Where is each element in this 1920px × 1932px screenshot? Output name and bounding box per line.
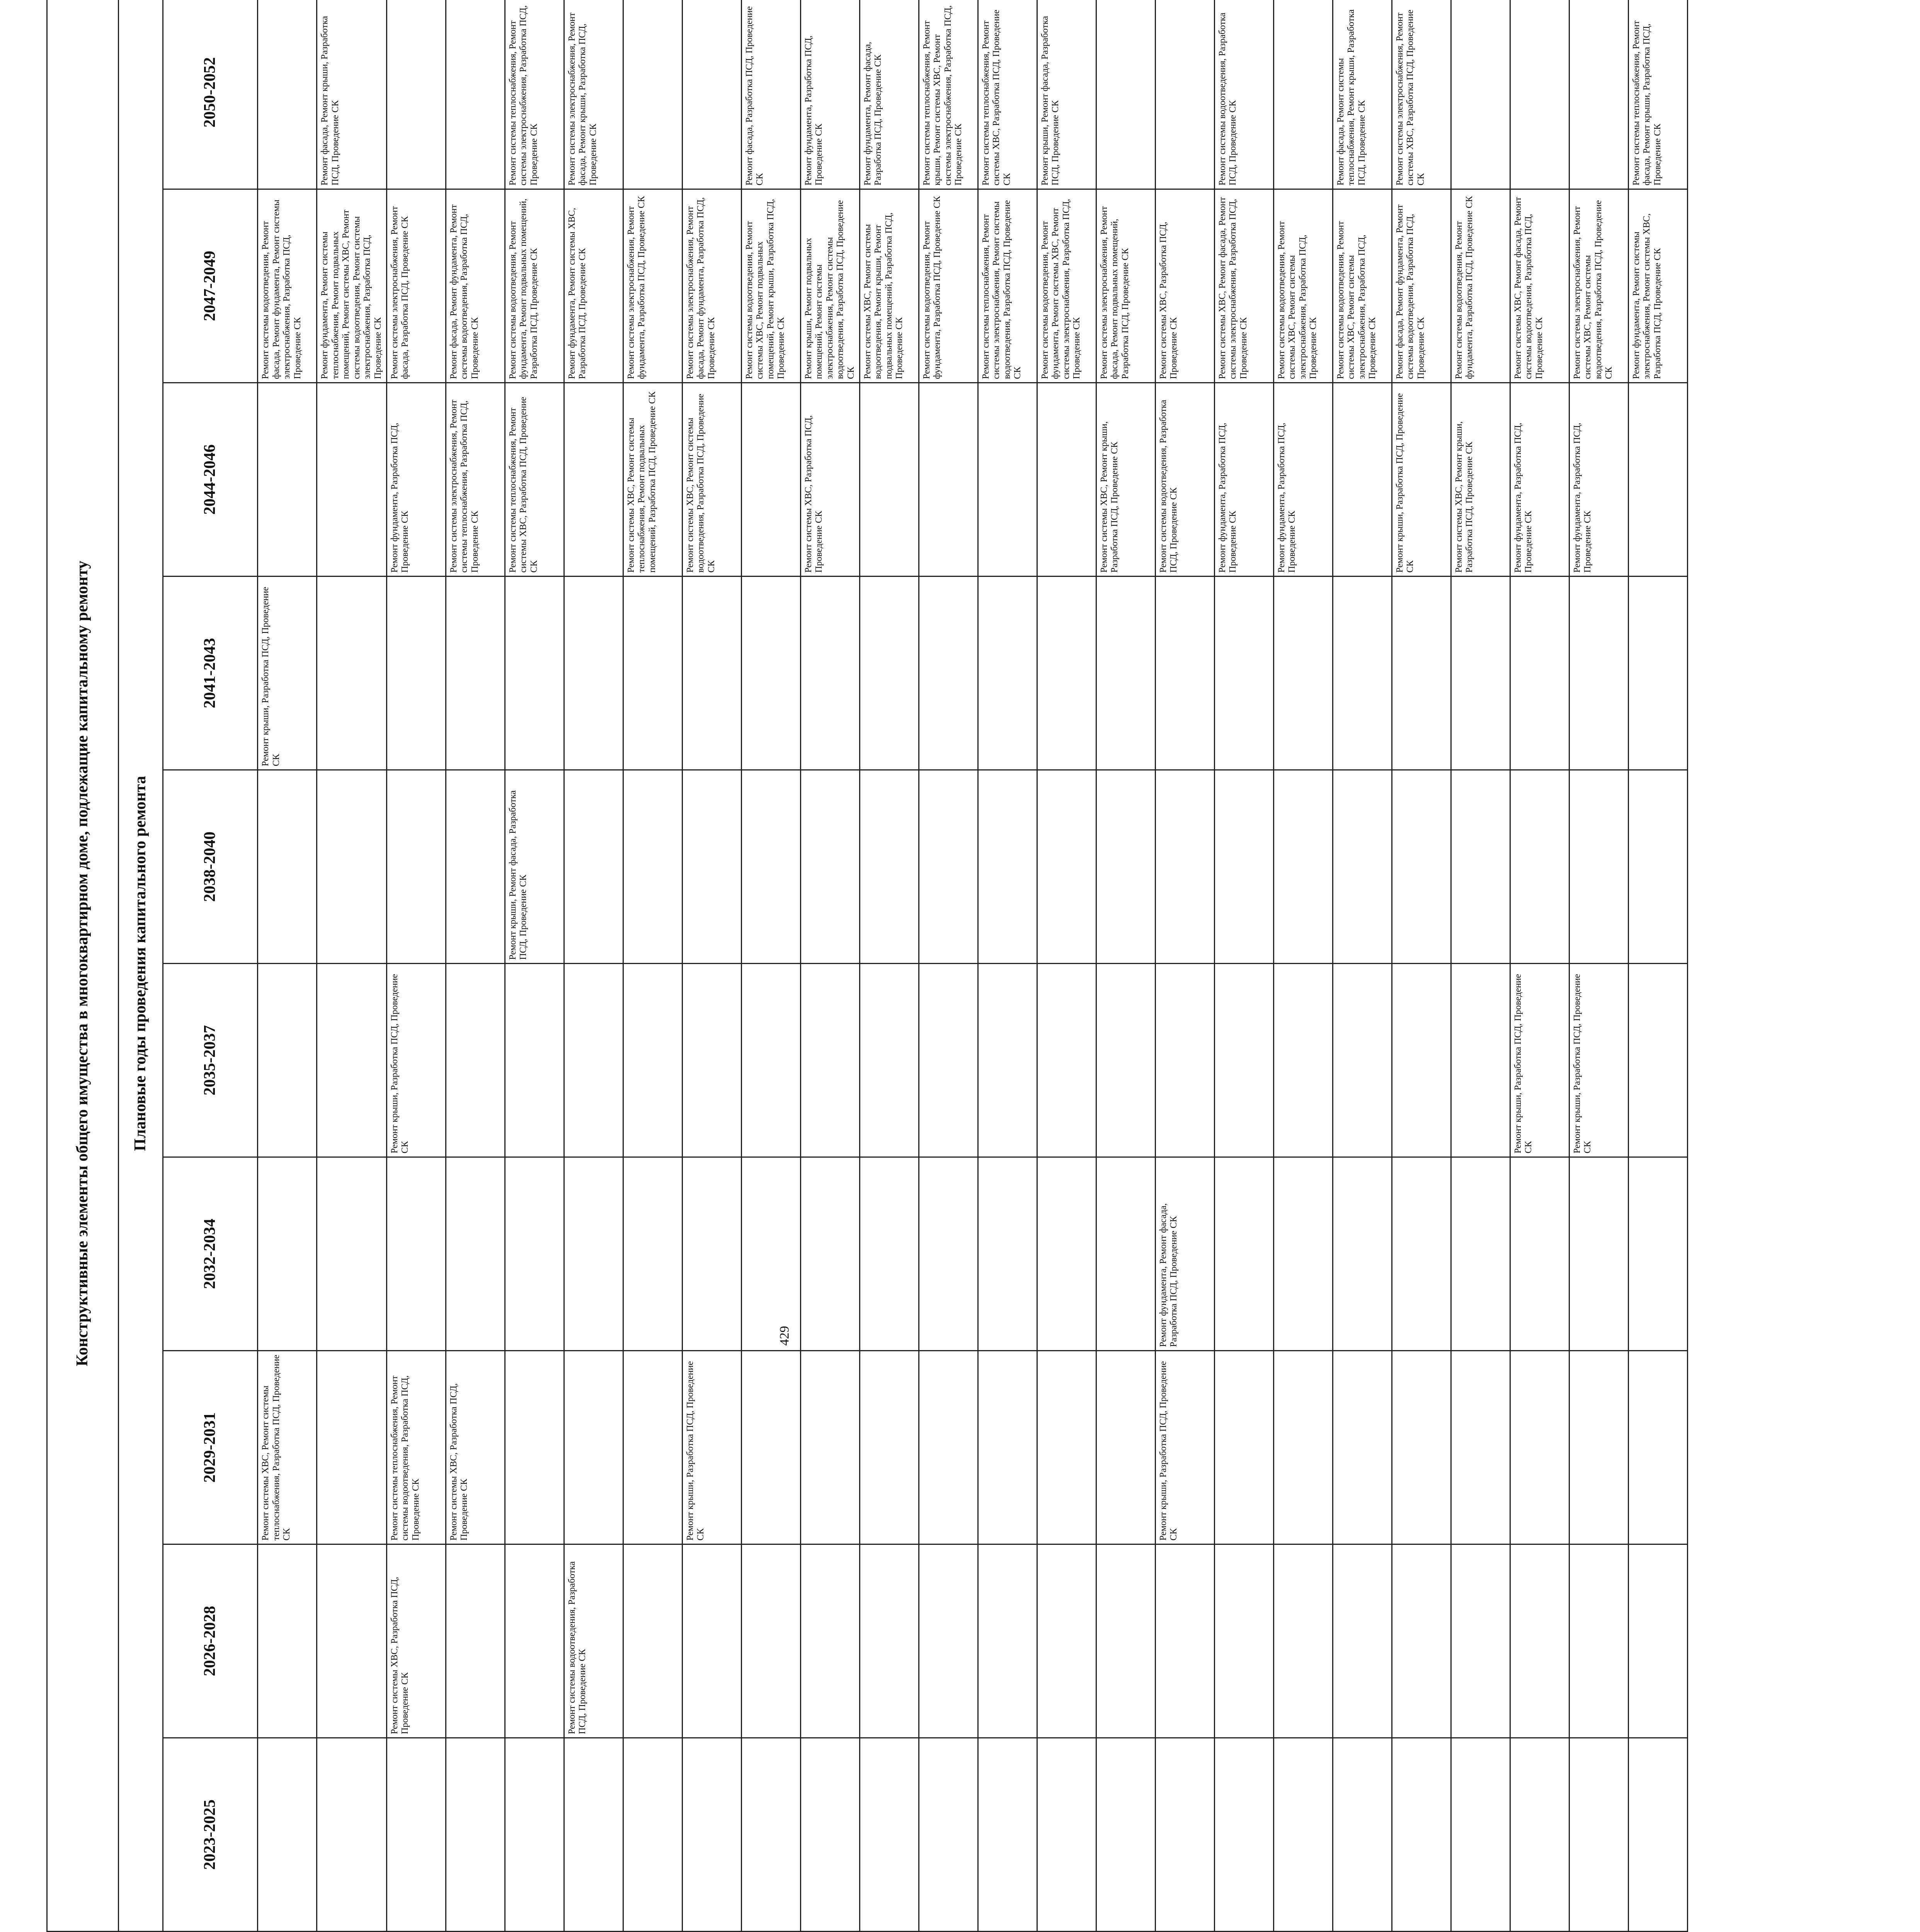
cell-period-works <box>1096 1738 1155 1932</box>
cell-period-works <box>682 964 741 1157</box>
cell-period-works: Ремонт системы водоотведения, Разработка ПСД, Проведение СК <box>564 1544 623 1738</box>
cell-period-works <box>1155 964 1214 1157</box>
cell-period-works <box>564 1157 623 1351</box>
cell-period-works: Ремонт системы электроснабжения, Ремонт фасада, Разработка ПСД, Проведение СК <box>386 189 446 383</box>
cell-period-works <box>1628 770 1687 964</box>
cell-period-works <box>446 0 505 189</box>
cell-period-works <box>623 577 682 770</box>
cell-period-works <box>446 1738 505 1932</box>
header-period: 2032-2034 <box>163 1157 258 1351</box>
cell-period-works <box>919 1157 978 1351</box>
cell-period-works <box>623 1738 682 1932</box>
cell-period-works <box>623 770 682 964</box>
cell-period-works <box>1333 1544 1392 1738</box>
cell-period-works <box>741 383 800 577</box>
cell-period-works <box>1451 770 1510 964</box>
cell-period-works <box>258 964 317 1157</box>
cell-period-works <box>1155 0 1214 189</box>
cell-period-works <box>800 1544 860 1738</box>
cell-period-works <box>1096 1157 1155 1351</box>
cell-period-works <box>1510 1738 1569 1932</box>
cell-period-works: Ремонт системы водоотведения, Ремонт системы ХВС, Ремонт подвальных помещений, Ремонт крыши, Разработка ПСД, Проведение СК <box>741 189 800 383</box>
cell-period-works: Ремонт фасада, Разработка ПСД, Проведение СК <box>741 0 800 189</box>
cell-period-works <box>741 1351 800 1544</box>
cell-period-works: Ремонт системы ХВС, Ремонт системы теплоснабжения, Ремонт подвальных помещений, Разработка ПСД, Проведение СК <box>623 383 682 577</box>
cell-period-works <box>1333 770 1392 964</box>
cell-period-works: Ремонт крыши, Разработка ПСД, Проведение СК <box>1569 964 1628 1157</box>
cell-period-works <box>741 770 800 964</box>
rotated-page <box>46 5 1863 1932</box>
cell-period-works <box>505 964 564 1157</box>
cell-period-works: Ремонт системы водоотведения, Ремонт фундамента, Разработка ПСД, Проведение СК <box>919 189 978 383</box>
table-row <box>1037 0 1096 1932</box>
cell-period-works <box>1333 1351 1392 1544</box>
cell-period-works <box>1451 1157 1510 1351</box>
cell-period-works <box>860 1738 919 1932</box>
cell-period-works <box>1333 964 1392 1157</box>
cell-period-works <box>682 1544 741 1738</box>
cell-period-works: Ремонт крыши, Разработка ПСД, Проведение СК <box>258 577 317 770</box>
cell-period-works: Ремонт системы электроснабжения, Ремонт системы ХВС, Разработка ПСД, Проведение СК <box>1392 0 1451 189</box>
cell-period-works <box>623 1351 682 1544</box>
table-row <box>682 0 741 1932</box>
cell-period-works: Ремонт системы теплоснабжения, Ремонт системы ХВС, Разработка ПСД, Проведение СК <box>505 383 564 577</box>
cell-period-works <box>1451 0 1510 189</box>
cell-period-works: Ремонт системы ХВС, Ремонт системы водоотведения, Ремонт крыши, Ремонт подвальных помещений, Разработка ПСД, Проведение СК <box>860 189 919 383</box>
cell-period-works <box>1333 1738 1392 1932</box>
cell-period-works <box>800 964 860 1157</box>
table-row <box>1510 0 1569 1932</box>
cell-period-works <box>505 1351 564 1544</box>
cell-period-works: Ремонт фасада, Ремонт крыши, Разработка ПСД, Проведение СК <box>317 0 387 189</box>
cell-period-works: Ремонт системы ХВС, Ремонт фасада, Ремонт системы электроснабжения, Разработка ПСД, Проведение СК <box>1214 189 1273 383</box>
header-period: 2044-2046 <box>163 383 258 577</box>
cell-period-works: Ремонт системы водоотведения, Ремонт фундамента, Ремонт системы ХВС, Ремонт системы электроснабжения, Разработка ПСД, Проведение СК <box>1037 189 1096 383</box>
cell-period-works <box>1333 383 1392 577</box>
cell-period-works <box>623 1544 682 1738</box>
cell-period-works <box>258 1544 317 1738</box>
cell-period-works <box>741 1544 800 1738</box>
cell-period-works <box>623 0 682 189</box>
page-number: 429 <box>777 1326 791 1346</box>
cell-period-works <box>1214 964 1273 1157</box>
cell-period-works <box>1037 770 1096 964</box>
cell-period-works <box>564 577 623 770</box>
cell-period-works: Ремонт системы ХВС, Разработка ПСД, Проведение СК <box>386 1544 446 1738</box>
cell-period-works <box>1096 0 1155 189</box>
header-period: 2047-2049 <box>163 189 258 383</box>
cell-period-works: Ремонт системы водоотведения, Ремонт фундамента, Ремонт подвальных помещений, Разработка ПСД, Проведение СК <box>505 189 564 383</box>
cell-period-works <box>1214 770 1273 964</box>
cell-period-works <box>446 770 505 964</box>
cell-period-works <box>564 1738 623 1932</box>
cell-period-works: Ремонт системы теплоснабжения, Ремонт фасада, Ремонт крыши, Разработка ПСД, Проведение СК <box>1628 0 1687 189</box>
table-row <box>1628 0 1687 1932</box>
cell-period-works <box>741 1738 800 1932</box>
cell-period-works <box>1510 1351 1569 1544</box>
cell-period-works <box>1392 964 1451 1157</box>
cell-period-works <box>446 1157 505 1351</box>
cell-period-works <box>978 1157 1037 1351</box>
cell-period-works <box>1628 1351 1687 1544</box>
cell-period-works <box>623 1157 682 1351</box>
cell-period-works <box>1569 1738 1628 1932</box>
cell-period-works: Ремонт системы электроснабжения, Ремонт фасада, Ремонт подвальных помещений, Разработка ПСД, Проведение СК <box>1096 189 1155 383</box>
cell-period-works <box>1155 770 1214 964</box>
cell-period-works: Ремонт крыши, Ремонт фасада, Разработка ПСД, Проведение СК <box>1037 0 1096 189</box>
cell-period-works <box>860 577 919 770</box>
cell-period-works: Ремонт системы водоотведения, Ремонт фасада, Ремонт фундамента, Ремонт системы электроснабжения, Разработка ПСД, Проведение СК <box>258 189 317 383</box>
cell-period-works <box>978 1738 1037 1932</box>
cell-period-works <box>1273 964 1333 1157</box>
table-row <box>1451 0 1510 1932</box>
cell-period-works <box>1628 964 1687 1157</box>
cell-period-works <box>505 577 564 770</box>
cell-period-works <box>317 577 387 770</box>
header-planned-title: Плановые годы проведения капитального ремонта <box>119 0 163 1932</box>
cell-period-works <box>1569 1544 1628 1738</box>
cell-period-works <box>446 577 505 770</box>
table-row <box>860 0 919 1932</box>
cell-period-works <box>800 1157 860 1351</box>
cell-period-works <box>1096 770 1155 964</box>
cell-period-works: Ремонт системы электроснабжения, Ремонт системы теплоснабжения, Разработка ПСД, Проведение СК <box>446 383 505 577</box>
cell-period-works <box>258 0 317 189</box>
cell-period-works <box>1273 1157 1333 1351</box>
cell-period-works <box>1510 0 1569 189</box>
header-period: 2026-2028 <box>163 1544 258 1738</box>
cell-period-works <box>800 1738 860 1932</box>
cell-period-works <box>1333 1157 1392 1351</box>
cell-period-works: Ремонт фундамента, Ремонт фасада, Разработка ПСД, Проведение СК <box>860 0 919 189</box>
cell-period-works: Ремонт системы водоотведения, Разработка ПСД, Проведение СК <box>1214 0 1273 189</box>
cell-period-works <box>860 1544 919 1738</box>
cell-period-works <box>386 1738 446 1932</box>
cell-period-works: Ремонт системы ХВС, Разработка ПСД, Проведение СК <box>800 383 860 577</box>
table-row <box>258 0 317 1932</box>
cell-period-works <box>258 770 317 964</box>
table-row <box>1273 0 1333 1932</box>
cell-period-works <box>860 1157 919 1351</box>
cell-period-works <box>1155 1738 1214 1932</box>
cell-period-works <box>919 1351 978 1544</box>
cell-period-works <box>860 383 919 577</box>
cell-period-works <box>505 1157 564 1351</box>
cell-period-works: Ремонт системы ХВС, Разработка ПСД, Проведение СК <box>446 1351 505 1544</box>
cell-period-works: Ремонт системы ХВС, Ремонт крыши, Разработка ПСД, Проведение СК <box>1451 383 1510 577</box>
cell-period-works <box>919 1738 978 1932</box>
cell-period-works <box>1037 577 1096 770</box>
header-period: 2041-2043 <box>163 577 258 770</box>
cell-period-works <box>1628 1544 1687 1738</box>
cell-period-works: Ремонт системы водоотведения, Ремонт системы ХВС, Ремонт системы электроснабжения, Разработка ПСД, Проведение СК <box>1333 189 1392 383</box>
cell-period-works: Ремонт фундамента, Разработка ПСД, Проведение СК <box>1510 383 1569 577</box>
cell-period-works <box>317 964 387 1157</box>
cell-period-works: Ремонт фундамента, Разработка ПСД, Проведение СК <box>800 0 860 189</box>
table-row <box>317 0 387 1932</box>
cell-period-works <box>919 770 978 964</box>
table-row <box>1392 0 1451 1932</box>
cell-period-works <box>682 0 741 189</box>
header-period: 2050-2052 <box>163 0 258 189</box>
cell-period-works <box>1451 1738 1510 1932</box>
cell-period-works <box>1392 1738 1451 1932</box>
cell-period-works: Ремонт крыши, Разработка ПСД, Проведение СК <box>386 964 446 1157</box>
cell-period-works <box>1392 770 1451 964</box>
cell-period-works <box>258 383 317 577</box>
cell-period-works <box>1273 1738 1333 1932</box>
cell-period-works: Ремонт системы теплоснабжения, Ремонт системы ХВС, Разработка ПСД, Проведение СК <box>978 0 1037 189</box>
header-period: 2035-2037 <box>163 964 258 1157</box>
cell-period-works <box>623 964 682 1157</box>
cell-period-works <box>564 1351 623 1544</box>
cell-period-works <box>386 770 446 964</box>
cell-period-works <box>1037 383 1096 577</box>
cell-period-works <box>860 1351 919 1544</box>
cell-period-works <box>800 1351 860 1544</box>
cell-period-works <box>1155 577 1214 770</box>
cell-period-works <box>800 577 860 770</box>
cell-period-works <box>1451 964 1510 1157</box>
cell-period-works <box>741 577 800 770</box>
cell-period-works <box>1096 964 1155 1157</box>
cell-period-works: Ремонт системы электроснабжения, Ремонт фундамента, Разработка ПСД, Проведение СК <box>623 189 682 383</box>
table-row <box>564 0 623 1932</box>
cell-period-works <box>1569 577 1628 770</box>
table-row <box>386 0 446 1932</box>
cell-period-works <box>1392 1157 1451 1351</box>
cell-period-works <box>386 1157 446 1351</box>
cell-period-works <box>1214 1351 1273 1544</box>
cell-period-works <box>1569 770 1628 964</box>
cell-period-works: Ремонт системы ХВС, Ремонт системы теплоснабжения, Разработка ПСД, Проведение СК <box>258 1351 317 1544</box>
cell-period-works: Ремонт фундамента, Ремонт системы электроснабжения, Ремонт системы ХВС, Разработка ПСД, Проведение СК <box>1628 189 1687 383</box>
cell-period-works <box>446 964 505 1157</box>
cell-period-works: Ремонт системы ХВС, Ремонт крыши, Разработка ПСД, Проведение СК <box>1096 383 1155 577</box>
cell-period-works <box>1037 964 1096 1157</box>
cell-period-works <box>978 383 1037 577</box>
cell-period-works <box>564 770 623 964</box>
cell-period-works <box>505 1738 564 1932</box>
cell-period-works <box>741 1157 800 1351</box>
cell-period-works <box>682 577 741 770</box>
cell-period-works: Ремонт системы теплоснабжения, Ремонт системы электроснабжения, Ремонт системы водоотведения, Разработка ПСД, Проведение СК <box>978 189 1037 383</box>
cell-period-works <box>505 1544 564 1738</box>
cell-period-works <box>978 1351 1037 1544</box>
cell-period-works <box>682 770 741 964</box>
table-row <box>1333 0 1392 1932</box>
table-row <box>1096 0 1155 1932</box>
cell-period-works <box>682 1157 741 1351</box>
cell-period-works <box>1214 1544 1273 1738</box>
table-row <box>800 0 860 1932</box>
cell-period-works: Ремонт системы теплоснабжения, Ремонт крыши, Ремонт системы ХВС, Ремонт системы электроснабжения, Разработка ПСД, Проведение СК <box>919 0 978 189</box>
header-elements-title: Конструктивные элементы общего имущества в многоквартирном доме, подлежащие капитальному ремонту <box>47 0 119 1932</box>
cell-period-works <box>1273 1544 1333 1738</box>
cell-period-works <box>860 770 919 964</box>
table-row <box>623 0 682 1932</box>
cell-period-works <box>1510 1157 1569 1351</box>
cell-period-works: Ремонт крыши, Разработка ПСД, Проведение СК <box>682 1351 741 1544</box>
cell-period-works <box>317 770 387 964</box>
cell-period-works: Ремонт фундамента, Разработка ПСД, Проведение СК <box>386 383 446 577</box>
cell-period-works <box>1569 0 1628 189</box>
cell-period-works <box>1510 577 1569 770</box>
cell-period-works <box>1037 1738 1096 1932</box>
cell-period-works <box>1628 383 1687 577</box>
cell-period-works: Ремонт системы водоотведения, Ремонт фундамента, Разработка ПСД, Проведение СК <box>1451 189 1510 383</box>
cell-period-works: Ремонт фундамента, Ремонт системы ХВС, Разработка ПСД, Проведение СК <box>564 189 623 383</box>
cell-period-works <box>1273 770 1333 964</box>
cell-period-works <box>1628 577 1687 770</box>
cell-period-works <box>1214 577 1273 770</box>
cell-period-works <box>978 1544 1037 1738</box>
cell-period-works <box>446 1544 505 1738</box>
table-row <box>1155 0 1214 1932</box>
cell-period-works: Ремонт системы теплоснабжения, Ремонт системы водоотведения, Разработка ПСД, Проведение СК <box>386 1351 446 1544</box>
cell-period-works: Ремонт крыши, Разработка ПСД, Проведение СК <box>1510 964 1569 1157</box>
cell-period-works <box>1037 1157 1096 1351</box>
cell-period-works <box>1273 1351 1333 1544</box>
cell-period-works: Ремонт фундамента, Разработка ПСД, Проведение СК <box>1569 383 1628 577</box>
cell-period-works <box>386 577 446 770</box>
cell-period-works <box>1096 1544 1155 1738</box>
cell-period-works <box>919 1544 978 1738</box>
cell-period-works <box>1037 1351 1096 1544</box>
cell-period-works: Ремонт системы водоотведения, Разработка ПСД, Проведение СК <box>1155 383 1214 577</box>
header-period: 2038-2040 <box>163 770 258 964</box>
cell-period-works: Ремонт крыши, Разработка ПСД, Проведение СК <box>1155 1351 1214 1544</box>
cell-period-works <box>317 1157 387 1351</box>
cell-period-works <box>1333 577 1392 770</box>
cell-period-works: Ремонт системы водоотведения, Ремонт системы ХВС, Ремонт системы электроснабжения, Разработка ПСД, Проведение СК <box>1273 189 1333 383</box>
cell-period-works <box>317 1544 387 1738</box>
header-period: 2029-2031 <box>163 1351 258 1544</box>
cell-period-works <box>919 383 978 577</box>
cell-period-works <box>258 1738 317 1932</box>
cell-period-works <box>919 577 978 770</box>
cell-period-works <box>1451 1351 1510 1544</box>
cell-period-works <box>741 964 800 1157</box>
cell-period-works: Ремонт системы теплоснабжения, Ремонт системы электроснабжения, Разработка ПСД, Проведение СК <box>505 0 564 189</box>
cell-period-works <box>1392 1351 1451 1544</box>
cell-period-works <box>317 1738 387 1932</box>
cell-period-works <box>1273 0 1333 189</box>
cell-period-works: Ремонт системы ХВС, Ремонт системы водоотведения, Разработка ПСД, Проведение СК <box>682 383 741 577</box>
cell-period-works: Ремонт системы электроснабжения, Ремонт фасада, Ремонт крыши, Разработка ПСД, Проведение СК <box>564 0 623 189</box>
cell-period-works <box>1214 1738 1273 1932</box>
cell-period-works <box>1037 1544 1096 1738</box>
cell-period-works <box>1392 1544 1451 1738</box>
cell-period-works: Ремонт фундамента, Ремонт фасада, Разработка ПСД, Проведение СК <box>1155 1157 1214 1351</box>
cell-period-works: Ремонт системы ХВС, Разработка ПСД, Проведение СК <box>1155 189 1214 383</box>
cell-period-works <box>978 577 1037 770</box>
table-row <box>505 0 564 1932</box>
cell-period-works: Ремонт системы ХВС, Ремонт фасада, Ремонт системы водоотведения, Разработка ПСД, Проведение СК <box>1510 189 1569 383</box>
cell-period-works <box>978 964 1037 1157</box>
cell-period-works <box>386 0 446 189</box>
cell-period-works: Ремонт фундамента, Разработка ПСД, Проведение СК <box>1273 383 1333 577</box>
cell-period-works <box>317 383 387 577</box>
cell-period-works <box>1451 577 1510 770</box>
cell-period-works <box>1096 577 1155 770</box>
cell-period-works <box>258 1157 317 1351</box>
cell-period-works <box>860 964 919 1157</box>
cell-period-works <box>978 770 1037 964</box>
cell-period-works <box>1096 1351 1155 1544</box>
cell-period-works: Ремонт системы электроснабжения, Ремонт фасада, Ремонт фундамента, Разработка ПСД, Проведение СК <box>682 189 741 383</box>
cell-period-works <box>1569 1351 1628 1544</box>
cell-period-works <box>317 1351 387 1544</box>
cell-period-works <box>1451 1544 1510 1738</box>
cell-period-works <box>1510 770 1569 964</box>
cell-period-works <box>1510 1544 1569 1738</box>
cell-period-works: Ремонт крыши, Ремонт фасада, Разработка ПСД, Проведение СК <box>505 770 564 964</box>
cell-period-works: Ремонт крыши, Ремонт подвальных помещений, Ремонт системы электроснабжения, Ремонт системы водоотведения, Разработка ПСД, Проведение СК <box>800 189 860 383</box>
cell-period-works: Ремонт фундамента, Ремонт системы теплоснабжения, Ремонт подвальных помещений, Ремонт системы ХВС, Ремонт системы водоотведения, Ремонт системы электроснабжения, Разработка ПСД, Проведение СК <box>317 189 387 383</box>
cell-period-works <box>1569 1157 1628 1351</box>
cell-period-works <box>1214 1157 1273 1351</box>
cell-period-works: Ремонт крыши, Разработка ПСД, Проведение СК <box>1392 383 1451 577</box>
cell-period-works <box>564 964 623 1157</box>
cell-period-works <box>1628 1157 1687 1351</box>
cell-period-works <box>800 770 860 964</box>
cell-period-works <box>1392 577 1451 770</box>
cell-period-works: Ремонт фасада, Ремонт фундамента, Ремонт системы водоотведения, Разработка ПСД, Проведение СК <box>446 189 505 383</box>
cell-period-works <box>1273 577 1333 770</box>
table-row <box>978 0 1037 1932</box>
cell-period-works: Ремонт системы электроснабжения, Ремонт системы ХВС, Ремонт системы водоотведения, Разработка ПСД, Проведение СК <box>1569 189 1628 383</box>
table-row <box>1569 0 1628 1932</box>
table-row <box>1214 0 1273 1932</box>
capital-repair-table <box>46 0 1688 1932</box>
cell-period-works <box>682 1738 741 1932</box>
cell-period-works <box>919 964 978 1157</box>
cell-period-works <box>1155 1544 1214 1738</box>
header-period: 2023-2025 <box>163 1738 258 1932</box>
table-row <box>919 0 978 1932</box>
cell-period-works <box>564 383 623 577</box>
table-row <box>446 0 505 1932</box>
cell-period-works: Ремонт фундамента, Разработка ПСД, Проведение СК <box>1214 383 1273 577</box>
cell-period-works <box>1628 1738 1687 1932</box>
cell-period-works: Ремонт фасада, Ремонт системы теплоснабжения, Ремонт крыши, Разработка ПСД, Проведение СК <box>1333 0 1392 189</box>
cell-period-works: Ремонт фасада, Ремонт фундамента, Ремонт системы водоотведения, Разработка ПСД, Проведение СК <box>1392 189 1451 383</box>
table-row <box>741 0 800 1932</box>
